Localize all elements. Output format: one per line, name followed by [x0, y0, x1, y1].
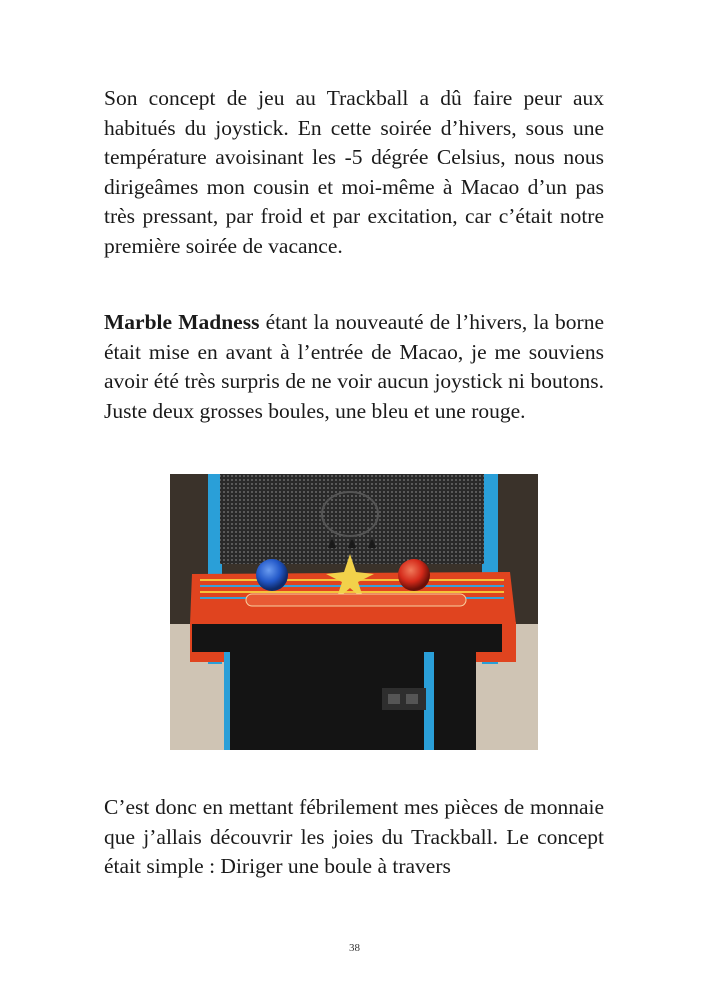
game-title: Marble Madness	[104, 310, 260, 334]
paragraph-2	[104, 308, 604, 426]
arcade-cabinet-photo	[170, 474, 538, 750]
paragraph-2-text: étant la nouveauté de l’hivers, la borne était mise en avant à l’entrée de Macao, je me souviens avoir été très surpris de ne voir aucun joystick ni boutons. Juste deux grosses boules, une bleu et une rouge.	[104, 310, 604, 423]
panel-front-edge	[192, 624, 502, 652]
paragraph-3: C’est donc en mettant fébrilement mes pièces de monnaie que j’allais découvrir les joies du Trackball. Le concept était simple : Diriger une boule à travers	[104, 795, 604, 879]
blue-trackball	[256, 559, 288, 591]
page-number: 38	[349, 942, 360, 954]
cabinet-lower-body	[224, 652, 476, 750]
red-trackball	[398, 559, 430, 591]
speaker-grille	[220, 474, 484, 564]
paragraph-1: Son concept de jeu au Trackball a dû faire peur aux habitués du joystick. En cette soirée d’hivers, sous une température avoisinant les -5 dégrée Celsius, nous nous dirigeâmes mon cousin et moi-même à Macao d’un pas très pressant, par froid et par excitation, car c’était notre première soirée de vacance.	[104, 86, 604, 258]
